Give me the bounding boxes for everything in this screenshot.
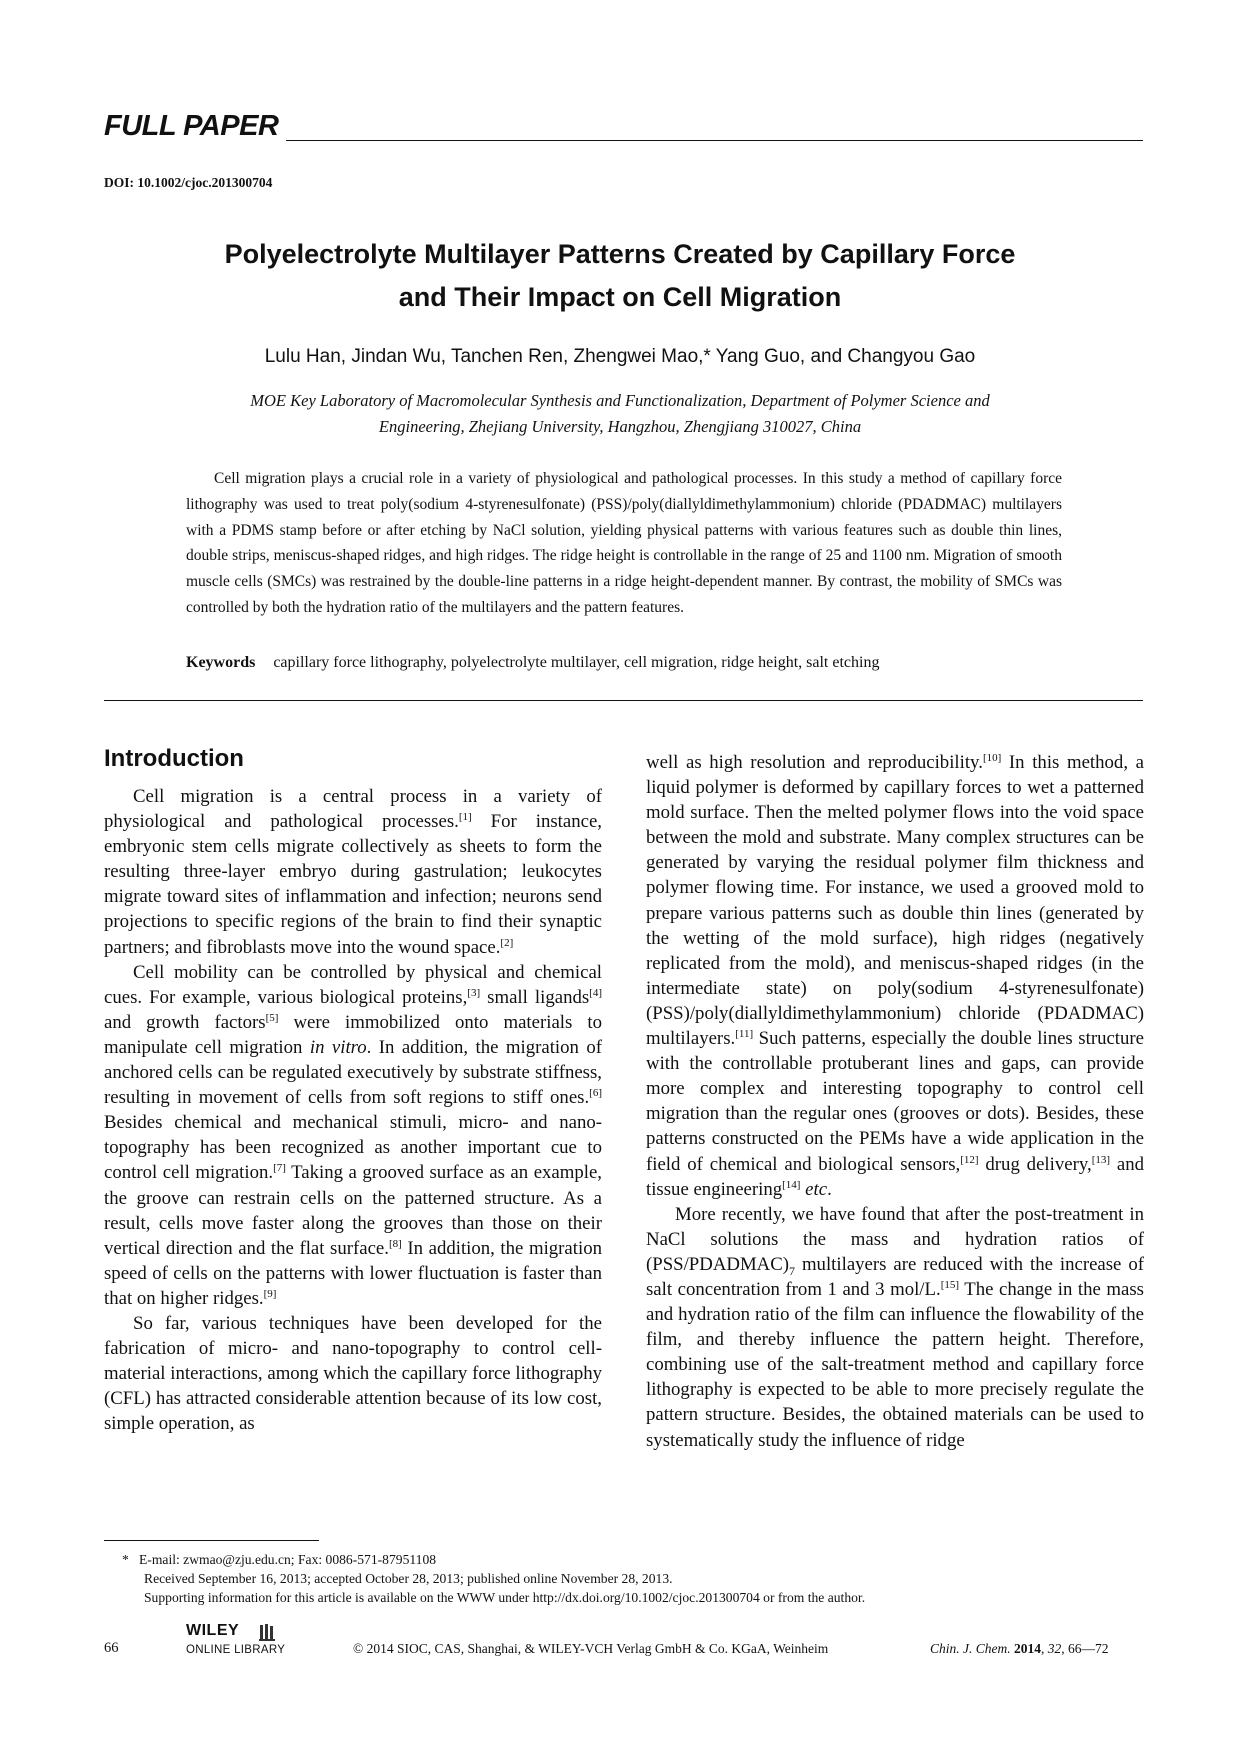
keywords-label: Keywords [186,654,256,671]
wiley-logo [186,1622,298,1664]
footnote-marker: * [122,1552,129,1567]
citation: [14] [782,1178,801,1191]
doi: DOI: 10.1002/cjoc.201300704 [104,175,273,190]
citation: [3] [467,986,481,999]
paragraph: So far, various techniques have been developed for the fabrication of micro- and nano-topography to control cell-material interactions, among which the capillary force lithography (CFL) has attracted considerable attention because of its low cost, simple operation, as [104,1312,602,1435]
footnote-rule [104,1540,319,1541]
abstract [186,466,1062,621]
citation: [13] [1091,1153,1111,1166]
subscript: 7 [789,1263,795,1278]
abstract-rule [104,700,1143,701]
journal-pages: 66—72 [1068,1641,1109,1656]
paragraph: Cell mobility can be controlled by physical and chemical cues. For example, various biological proteins,[3] small ligands[4] and growth factors[5] were immobilized onto materials to manipulate cell migration in vitro. In addition, the migration of anchored cells can be regulated executively by substrate stiffness, resulting in movement of cells from soft regions to stiff ones.[6] Besides chemical and mechanical stimuli, micro- and nano-topography has been recognized as another important cue to control cell migration.[7] Taking a grooved surface as an example, the groove can restrain cells on the patterned structure. As a result, cells move faster along the grooves than those on their vertical direction and the flat surface.[8] In addition, the migration speed of cells on the patterns with lower fluctuation is faster than that on higher ridges.[9] [104,961,602,1309]
keywords-text: capillary force lithography, polyelectrolyte multilayer, cell migration, ridge height, salt etching [273,654,880,671]
copyright: © 2014 SIOC, CAS, Shanghai, & WILEY-VCH Verlag GmbH & Co. KGaA, Weinheim [353,1641,829,1656]
affiliation [150,388,1090,440]
citation: [2] [500,936,514,949]
paragraph: well as high resolution and reproducibility.[10] In this method, a liquid polymer is deformed by capillary forces to wet a patterned mold surface. Then the melted polymer flows into the void space between the mold and substrate. Many complex structures can be generated by varying the residual polymer film thickness and polymer flowing time. For instance, we used a grooved mold to prepare various patterns such as double thin lines (generated by the wetting of the mold surface), high ridges (negatively replicated from the mold), and meniscus-shaped ridges (in the intermediate state) on poly(sodium 4-styrenesulfonate) (PSS)/poly(diallyldimethylammonium) chloride (PDADMAC) multilayers.[11] Such patterns, especially the double lines structure with the controllable protuberant lines and gaps, can provide more complex and interesting topography to control cell migration than the regular ones (grooves or dots). Besides, these patterns constructed on the PEMs have a wide application in the field of chemical and biological sensors,[12] drug delivery,[13] and tissue engineering[14] etc. [646,752,1144,1200]
section-heading: Introduction [104,745,244,772]
section-label: FULL PAPER [104,110,279,142]
footnotes [122,1550,865,1607]
wiley-logo-subtitle: ONLINE LIBRARY [186,1644,286,1656]
paragraph: Cell migration is a central process in a variety of physiological and pathological processes.[1] For instance, embryonic stem cells migrate collectively as sheets to form the resulting three-layer embryo during gastrulation; leukocytes migrate toward sites of inflammation and infection; neurons send projections to specific regions of the brain to find their synaptic partners; and fibroblasts move into the wound space.[2] [104,786,602,958]
citation: [7] [273,1162,286,1175]
citation: [5] [265,1011,279,1024]
journal-year: 2014 [1014,1641,1041,1656]
affiliation-line-2: Engineering, Zhejiang University, Hangzhou, Zhengjiang 310027, China [378,417,862,436]
citation: [12] [960,1153,979,1166]
journal-citation: Chin. J. Chem. 2014, 32, 66—72 [930,1641,1109,1656]
page-number: 66 [104,1640,119,1656]
footnote-email-line [122,1550,865,1569]
book-icon [258,1622,278,1642]
header-rule [286,140,1143,141]
footnote-supporting: Supporting information for this article is available on the WWW under http://dx.doi.org/10.1002/cjoc.201300704 or from the author. [144,1590,866,1605]
affiliation-line-1: MOE Key Laboratory of Macromolecular Synthesis and Functionalization, Department of Polymer Science and [250,391,990,410]
column-left [104,744,602,1436]
citation: [1] [458,811,472,824]
abstract-text: Cell migration plays a crucial role in a variety of physiological and pathological processes. In this study a method of capillary force lithography was used to treat poly(sodium 4-styrenesulfonate) (PSS)/poly(diallyldimethylammonium) chloride (PDADMAC) multilayers with a PDMS stamp before or after etching by NaCl solution, yielding physical patterns with various features such as double thin lines, double strips, meniscus-shaped ridges, and high ridges. The ridge height is controllable in the range of 25 and 1100 nm. Migration of smooth muscle cells (SMCs) was restrained by the double-line patterns in a ridge height-dependent manner. By contrast, the mobility of SMCs was controlled by both the hydration ratio of the multilayers and the pattern features. [186,470,1062,616]
footnote-email: E-mail: zwmao@zju.edu.cn; Fax: 0086-571-87951108 [139,1552,437,1567]
citation: [6] [589,1087,602,1100]
citation: [11] [735,1028,754,1041]
journal-name: Chin. J. Chem. [930,1641,1011,1656]
column-right [646,750,1144,1453]
paper-title [120,233,1120,319]
journal-volume: 32 [1047,1641,1062,1656]
title-line-1: Polyelectrolyte Multilayer Patterns Created by Capillary Force [224,239,1016,269]
citation: [10] [982,752,1002,764]
footnote-received: Received September 16, 2013; accepted October 28, 2013; published online November 28, 2013. [144,1571,673,1586]
author-list: Lulu Han, Jindan Wu, Tanchen Ren, Zhengwei Mao,* Yang Guo, and Changyou Gao [264,346,976,367]
title-line-2: and Their Impact on Cell Migration [398,282,842,312]
keywords [186,654,879,672]
citation: [9] [263,1287,277,1300]
wiley-logo-text: WILEY [186,1622,240,1639]
citation: [15] [940,1278,960,1291]
citation: [8] [388,1237,402,1250]
citation: [4] [589,986,602,999]
paragraph: More recently, we have found that after the post-treatment in NaCl solutions the mass and hydration ratios of $(PSS/PDADMAC)_7$ multilayers are reduced with the increase of salt concentration from 1 and 3 mol/L.[15] The change in the mass and hydration ratio of the film can influence the flowability of the film, and thereby influence the pattern height. Therefore, combining use of the salt-treatment method and capillary force lithography is expected to be able to more precisely regulate the pattern structure. Besides, the obtained materials can be used to systematically study the influence of ridge [646,1203,1144,1451]
